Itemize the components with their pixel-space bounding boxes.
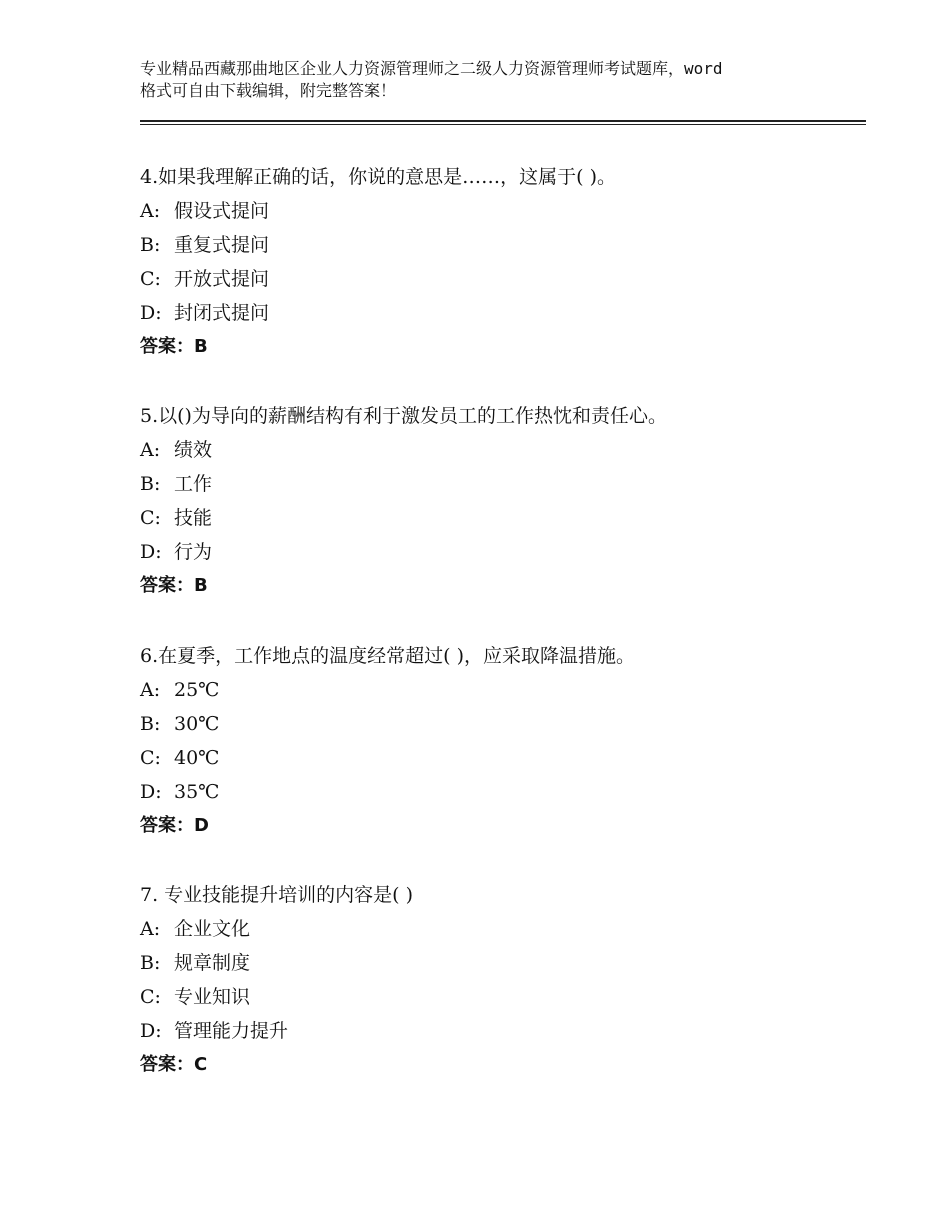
option-text: 40℃ [174, 747, 220, 769]
answer-label: 答案：B [140, 575, 208, 596]
option-c [140, 506, 860, 540]
option-text: 行为 [174, 541, 213, 563]
option-letter: D: [140, 781, 162, 803]
answer-label: 答案：D [140, 815, 209, 836]
option-text: 工作 [174, 473, 213, 495]
option-text: 重复式提问 [174, 234, 270, 256]
header-divider-thick [140, 120, 866, 122]
option-d [140, 540, 860, 574]
option-letter: D: [140, 1020, 162, 1042]
option-d [140, 780, 860, 814]
option-a [140, 199, 860, 233]
option-a [140, 438, 860, 472]
option-letter: D: [140, 541, 162, 563]
option-b [140, 712, 860, 746]
option-text: 企业文化 [174, 918, 251, 940]
option-d [140, 1019, 860, 1053]
option-d [140, 301, 860, 335]
option-text: 专业知识 [174, 986, 251, 1008]
header-line-2: 格式可自由下载编辑，附完整答案！ [140, 81, 397, 100]
option-text: 封闭式提问 [174, 302, 270, 324]
option-text: 绩效 [174, 439, 213, 461]
option-text: 35℃ [174, 781, 220, 803]
option-letter: B: [140, 473, 161, 495]
question-4 [140, 165, 860, 369]
option-a [140, 678, 860, 712]
document-header [140, 58, 830, 102]
question-stem: 6.在夏季，工作地点的温度经常超过( )，应采取降温措施。 [140, 645, 635, 667]
header-divider-thin [140, 124, 866, 125]
answer-label: 答案：C [140, 1054, 208, 1075]
option-letter: A: [140, 679, 161, 701]
option-letter: C: [140, 268, 161, 290]
option-letter: C: [140, 747, 161, 769]
option-text: 30℃ [174, 713, 220, 735]
option-letter: A: [140, 439, 161, 461]
question-7 [140, 883, 860, 1087]
question-6 [140, 644, 860, 848]
option-letter: A: [140, 918, 161, 940]
option-letter: B: [140, 713, 161, 735]
question-5 [140, 404, 860, 608]
question-stem: 7. 专业技能提升培训的内容是( ) [140, 884, 414, 906]
option-b [140, 233, 860, 267]
question-stem: 4.如果我理解正确的话，你说的意思是……，这属于( )。 [140, 166, 616, 188]
option-a [140, 917, 860, 951]
option-text: 25℃ [174, 679, 220, 701]
option-letter: B: [140, 234, 161, 256]
option-c [140, 267, 860, 301]
option-letter: C: [140, 507, 161, 529]
option-letter: A: [140, 200, 161, 222]
option-c [140, 985, 860, 1019]
option-b [140, 472, 860, 506]
answer-label: 答案：B [140, 336, 208, 357]
option-text: 开放式提问 [174, 268, 270, 290]
option-c [140, 746, 860, 780]
question-stem: 5.以()为导向的薪酬结构有利于激发员工的工作热忱和责任心。 [140, 405, 667, 427]
option-text: 规章制度 [174, 952, 251, 974]
option-b [140, 951, 860, 985]
option-letter: D: [140, 302, 162, 324]
option-letter: C: [140, 986, 161, 1008]
header-line-1: 专业精品西藏那曲地区企业人力资源管理师之二级人力资源管理师考试题库，word [140, 59, 723, 78]
option-letter: B: [140, 952, 161, 974]
option-text: 管理能力提升 [174, 1020, 289, 1042]
option-text: 技能 [174, 507, 213, 529]
option-text: 假设式提问 [174, 200, 270, 222]
